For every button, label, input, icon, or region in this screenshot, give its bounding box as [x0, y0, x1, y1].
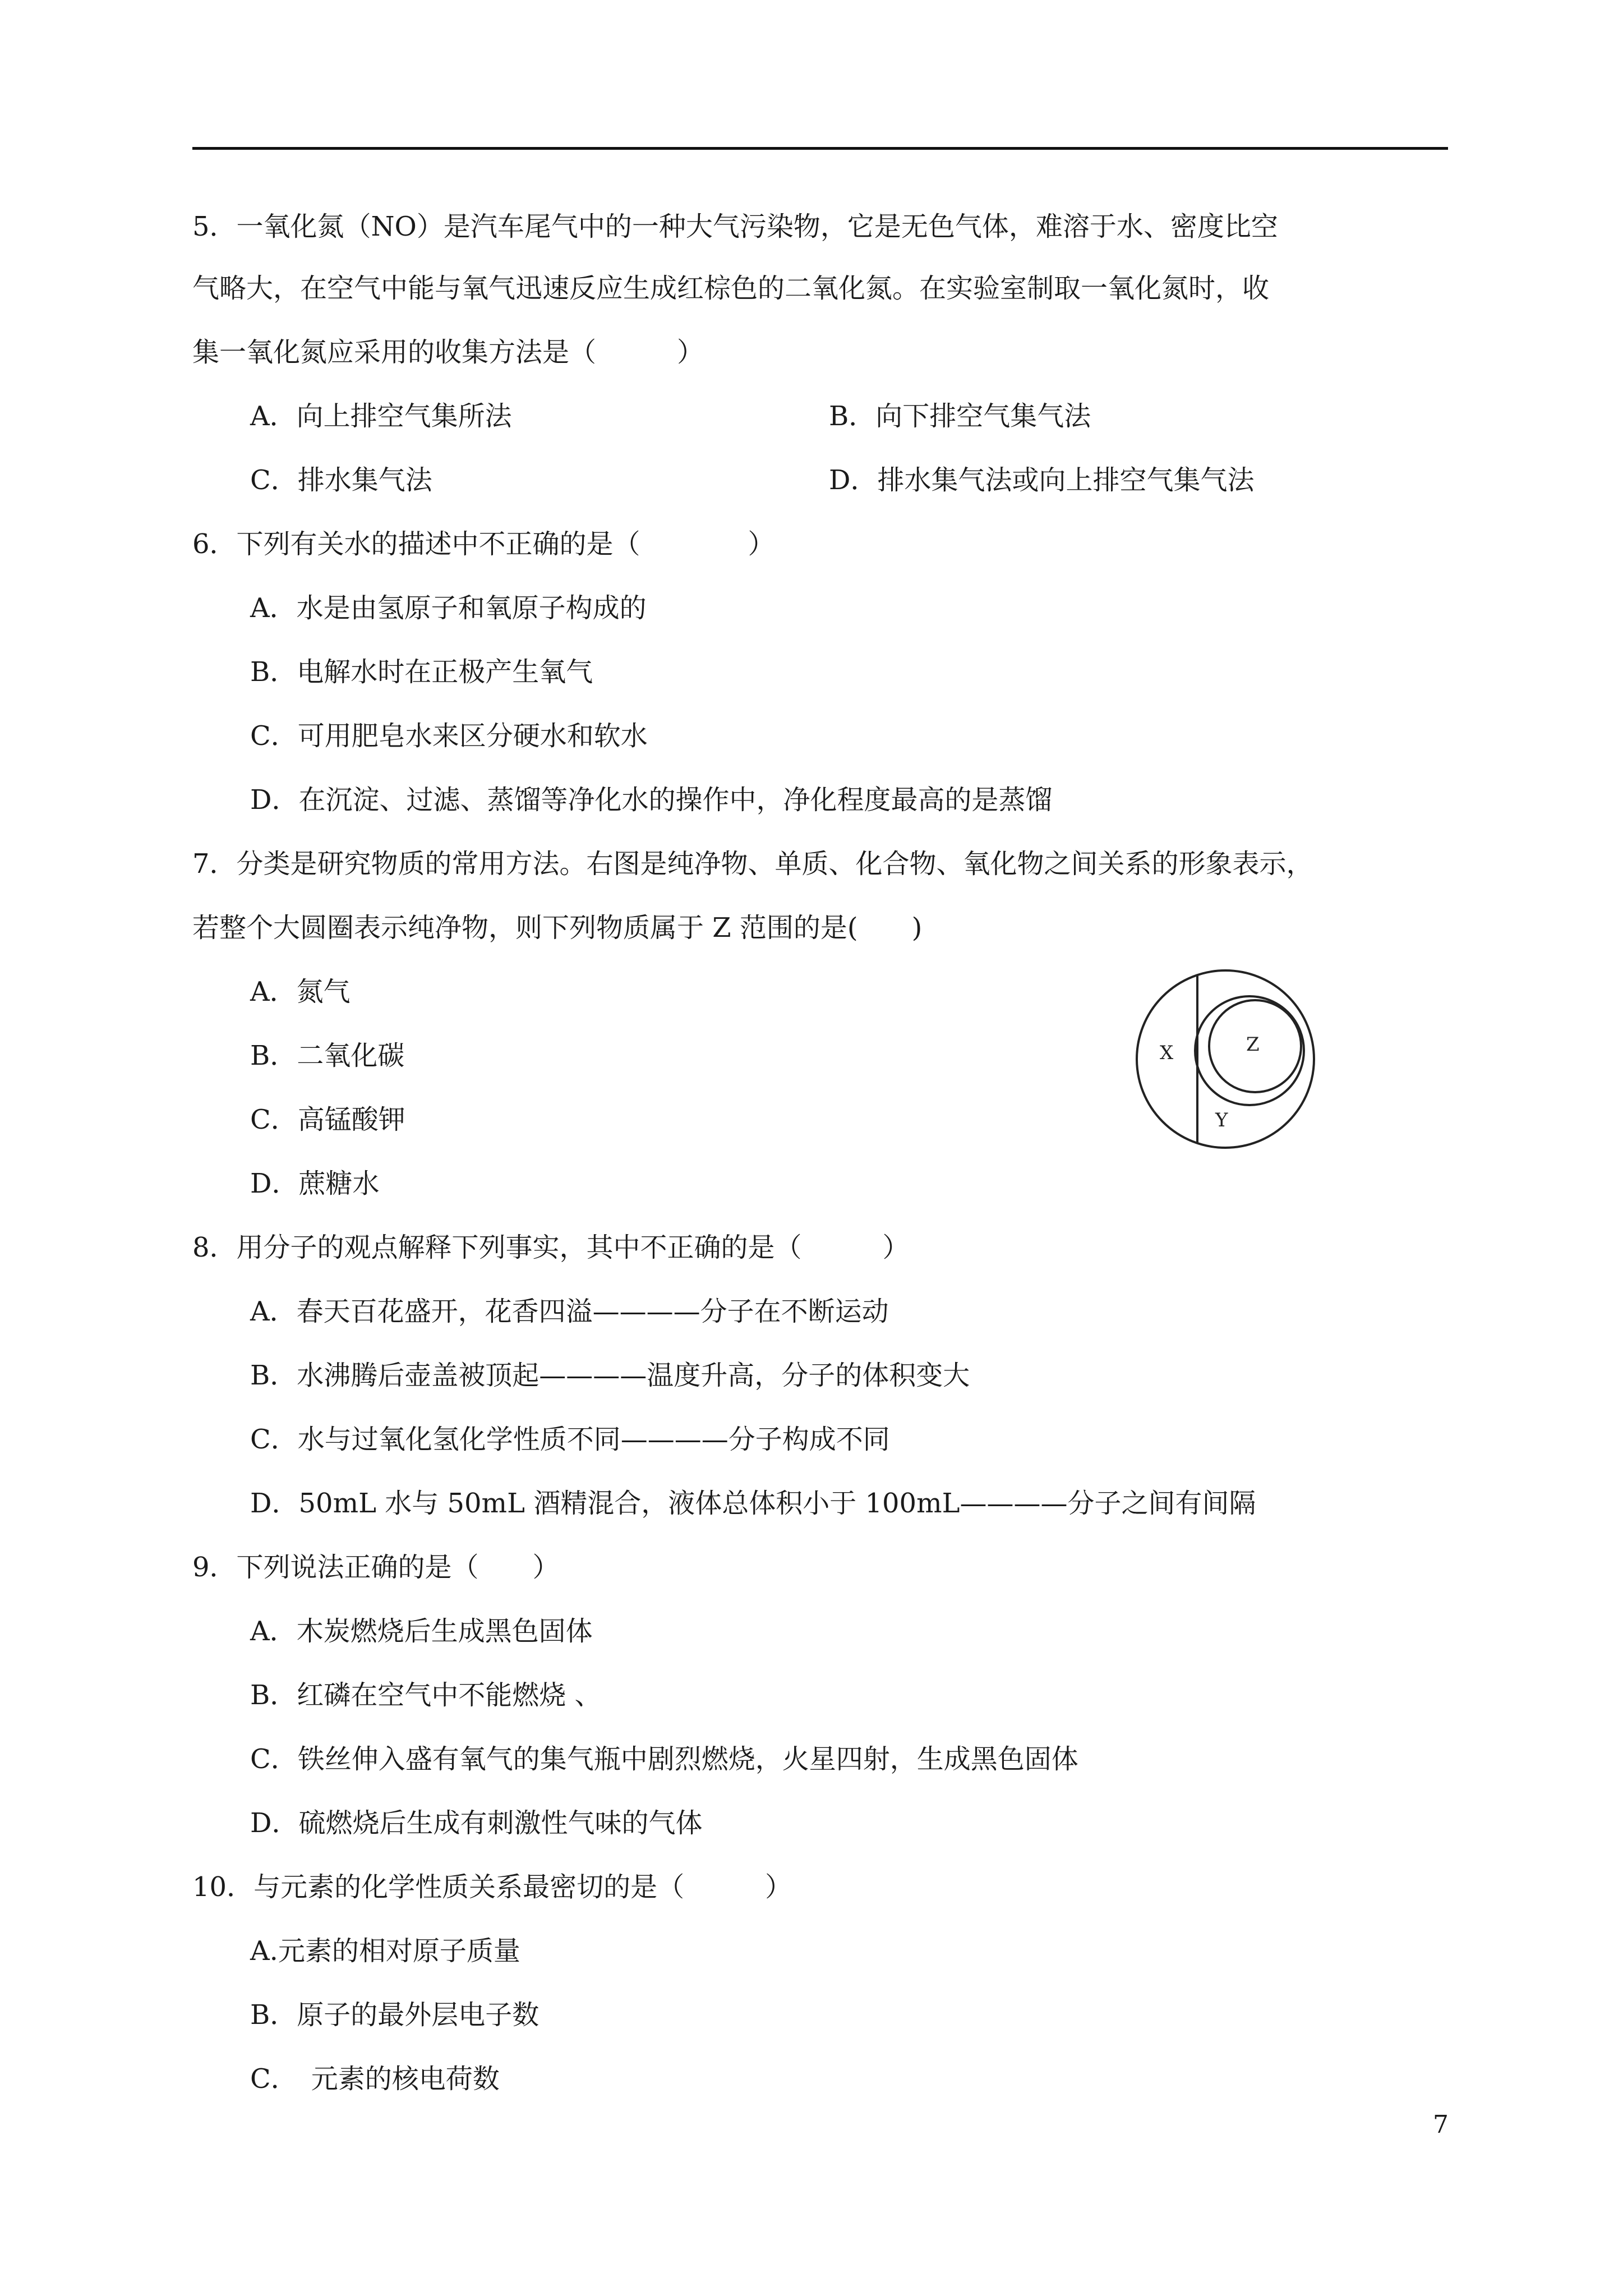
q8-option-a: A．春天百花盛开，花香四溢————分子在不断运动 — [250, 1296, 889, 1327]
q9-option-b: B．红磷在空气中不能燃烧 、 — [250, 1680, 602, 1711]
q7-stem-line-1: 7．分类是研究物质的常用方法。右图是纯净物、单质、化合物、氧化物之间关系的形象表示， — [192, 848, 1313, 880]
venn-label-y: Y — [1215, 1109, 1228, 1131]
q5-option-b: B．向下排空气集气法 — [829, 401, 1091, 432]
q10-option-a: A.元素的相对原子质量 — [250, 1935, 520, 1967]
q9-option-c: C．铁丝伸入盛有氧气的集气瓶中剧烈燃烧，火星四射，生成黑色固体 — [250, 1743, 1078, 1775]
q5-stem-line-2: 气略大，在空气中能与氧气迅速反应生成红棕色的二氧化氮。在实验室制取一氧化氮时，收 — [192, 273, 1270, 304]
page-number: 7 — [1433, 2110, 1449, 2139]
q5-option-a: A．向上排空气集所法 — [250, 401, 512, 432]
header-rule — [192, 147, 1448, 150]
q7-option-a: A．氮气 — [250, 976, 351, 1007]
q5-option-d: D．排水集气法或向上排空气集气法 — [829, 464, 1255, 496]
q6-option-d: D．在沉淀、过滤、蒸馏等净化水的操作中，净化程度最高的是蒸馏 — [250, 784, 1053, 816]
venn-label-x: X — [1160, 1042, 1174, 1064]
q6-option-b: B．电解水时在正极产生氧气 — [250, 656, 593, 688]
classification-venn-diagram — [1133, 967, 1318, 1152]
q8-option-b: B．水沸腾后壶盖被顶起————温度升高，分子的体积变大 — [250, 1360, 970, 1391]
q5-stem-line-3: 集一氧化氮应采用的收集方法是（ ） — [192, 337, 704, 368]
q9-option-d: D．硫燃烧后生成有刺激性气味的气体 — [250, 1807, 703, 1839]
q9-option-a: A．木炭燃烧后生成黑色固体 — [250, 1616, 593, 1647]
q5-stem-line-1: 5．一氧化氮（NO）是汽车尾气中的一种大气污染物，它是无色气体，难溶于水、密度比空 — [192, 211, 1278, 242]
q6-option-c: C．可用肥皂水来区分硬水和软水 — [250, 720, 648, 752]
q7-option-b: B．二氧化碳 — [250, 1040, 405, 1071]
q10-option-c: C． 元素的核电荷数 — [250, 2063, 500, 2095]
q8-option-d: D．50mL 水与 50mL 酒精混合，液体总体积小于 100mL————分子之间有间隔 — [250, 1488, 1256, 1519]
q7-option-c: C．高锰酸钾 — [250, 1104, 405, 1135]
q10-option-b: B．原子的最外层电子数 — [250, 1999, 540, 2031]
q8-stem: 8．用分子的观点解释下列事实，其中不正确的是（ ） — [192, 1232, 910, 1263]
q8-option-c: C．水与过氧化氢化学性质不同————分子构成不同 — [250, 1424, 890, 1455]
q6-stem: 6．下列有关水的描述中不正确的是（ ） — [192, 528, 775, 560]
q7-option-d: D．蔗糖水 — [250, 1168, 380, 1199]
q6-option-a: A．水是由氢原子和氧原子构成的 — [250, 592, 647, 624]
q9-stem: 9．下列说法正确的是（ ） — [192, 1552, 560, 1583]
q10-stem: 10．与元素的化学性质关系最密切的是（ ） — [192, 1871, 792, 1903]
q5-option-c: C．排水集气法 — [250, 464, 432, 496]
venn-label-z: Z — [1246, 1033, 1260, 1056]
q7-stem-line-2: 若整个大圆圈表示纯净物，则下列物质属于 Z 范围的是( ) — [192, 912, 923, 944]
